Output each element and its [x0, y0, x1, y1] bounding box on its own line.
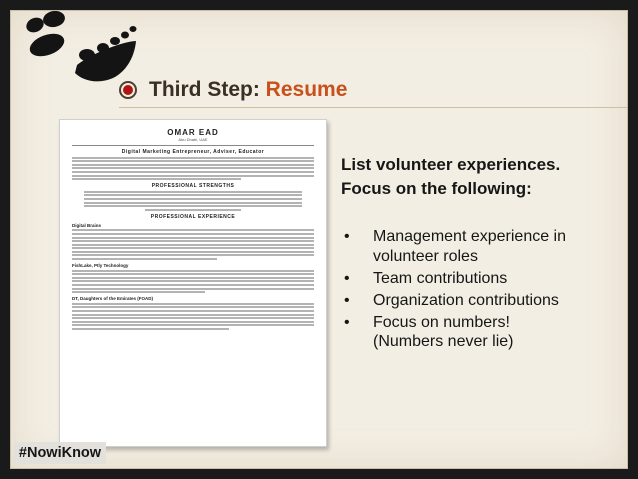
resume-headline: Digital Marketing Entrepreneur, Adviser, Educator — [121, 149, 265, 155]
heading-line-1: List volunteer experiences. — [341, 155, 561, 174]
title-accent: Resume — [265, 78, 348, 101]
bullet-item: • Team contributions — [341, 269, 621, 289]
resume-job-1: Digital Brains — [72, 222, 102, 228]
resume-job-2: FishLake, Ptly Technology — [72, 263, 129, 269]
bullet-item: • Organization contributions — [341, 291, 621, 311]
title-divider — [119, 107, 628, 108]
slide — [10, 10, 628, 469]
bullet-item: • Management experience in volunteer roles — [341, 227, 621, 266]
resume-section-strengths: PROFESSIONAL STRENGTHS — [151, 183, 235, 190]
resume-subtitle: Abu Dhabi, UAE — [178, 137, 208, 142]
resume-job-3: DT, Daughters of the Emirates (FOAD) — [72, 296, 154, 302]
resume-section-experience: PROFESSIONAL EXPERIENCE — [150, 213, 236, 220]
main-content — [341, 153, 621, 354]
heading-line-2: Focus on the following: — [341, 179, 532, 198]
bullet-target-icon — [119, 81, 137, 99]
slide-title — [119, 77, 347, 103]
hashtag-badge: #NowiKnow — [14, 442, 106, 464]
resume-name: OMAR EAD — [167, 128, 219, 137]
resume-thumbnail — [59, 119, 327, 447]
bullet-item: • Focus on numbers! (Numbers never lie) — [341, 313, 621, 352]
bullet-list — [341, 227, 621, 352]
title-prefix: Third Step: — [149, 78, 266, 101]
